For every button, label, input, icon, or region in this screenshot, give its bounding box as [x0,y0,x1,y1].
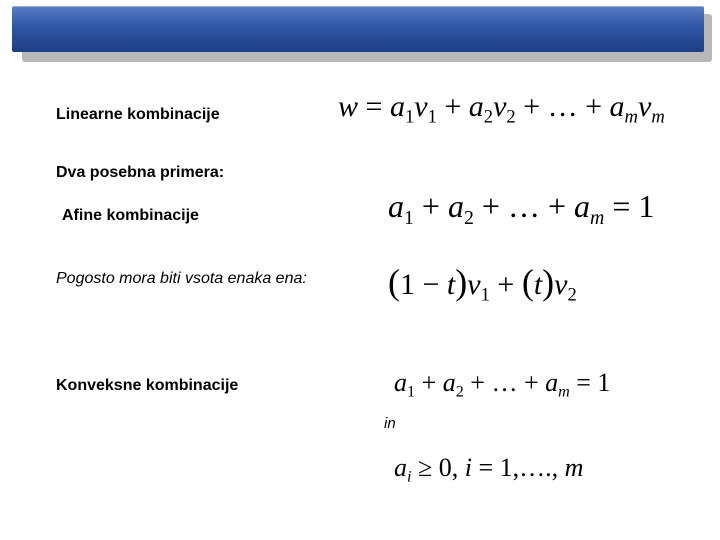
linear-combinations-label: Linearne kombinacije [56,106,220,123]
non-negativity-formula: $a_i \ge 0$, i = 1,…., m [394,453,584,486]
and-word: in [384,415,396,432]
convex-sum-formula: $a_1 + a_2$ + … + $a_m = 1$ [394,368,611,401]
sum-must-equal-one-label: Pogosto mora biti vsota enaka ena: [56,270,307,287]
example-combination-formula: $(1 - t)v_1 + (t)v_2$ [388,262,577,306]
linear-combination-formula: $w = a_1v_1 + a_2v_2$ + … + $a_mv_m$ [338,90,665,128]
two-special-cases-label: Dva posebna primera: [56,164,225,181]
header-banner [12,6,704,52]
affine-sum-formula: $a_1 + a_2$ + … + $a_m = 1$ [388,188,655,229]
affine-combinations-label: Afine kombinacije [62,207,199,224]
convex-combinations-label: Konveksne kombinacije [56,377,239,394]
